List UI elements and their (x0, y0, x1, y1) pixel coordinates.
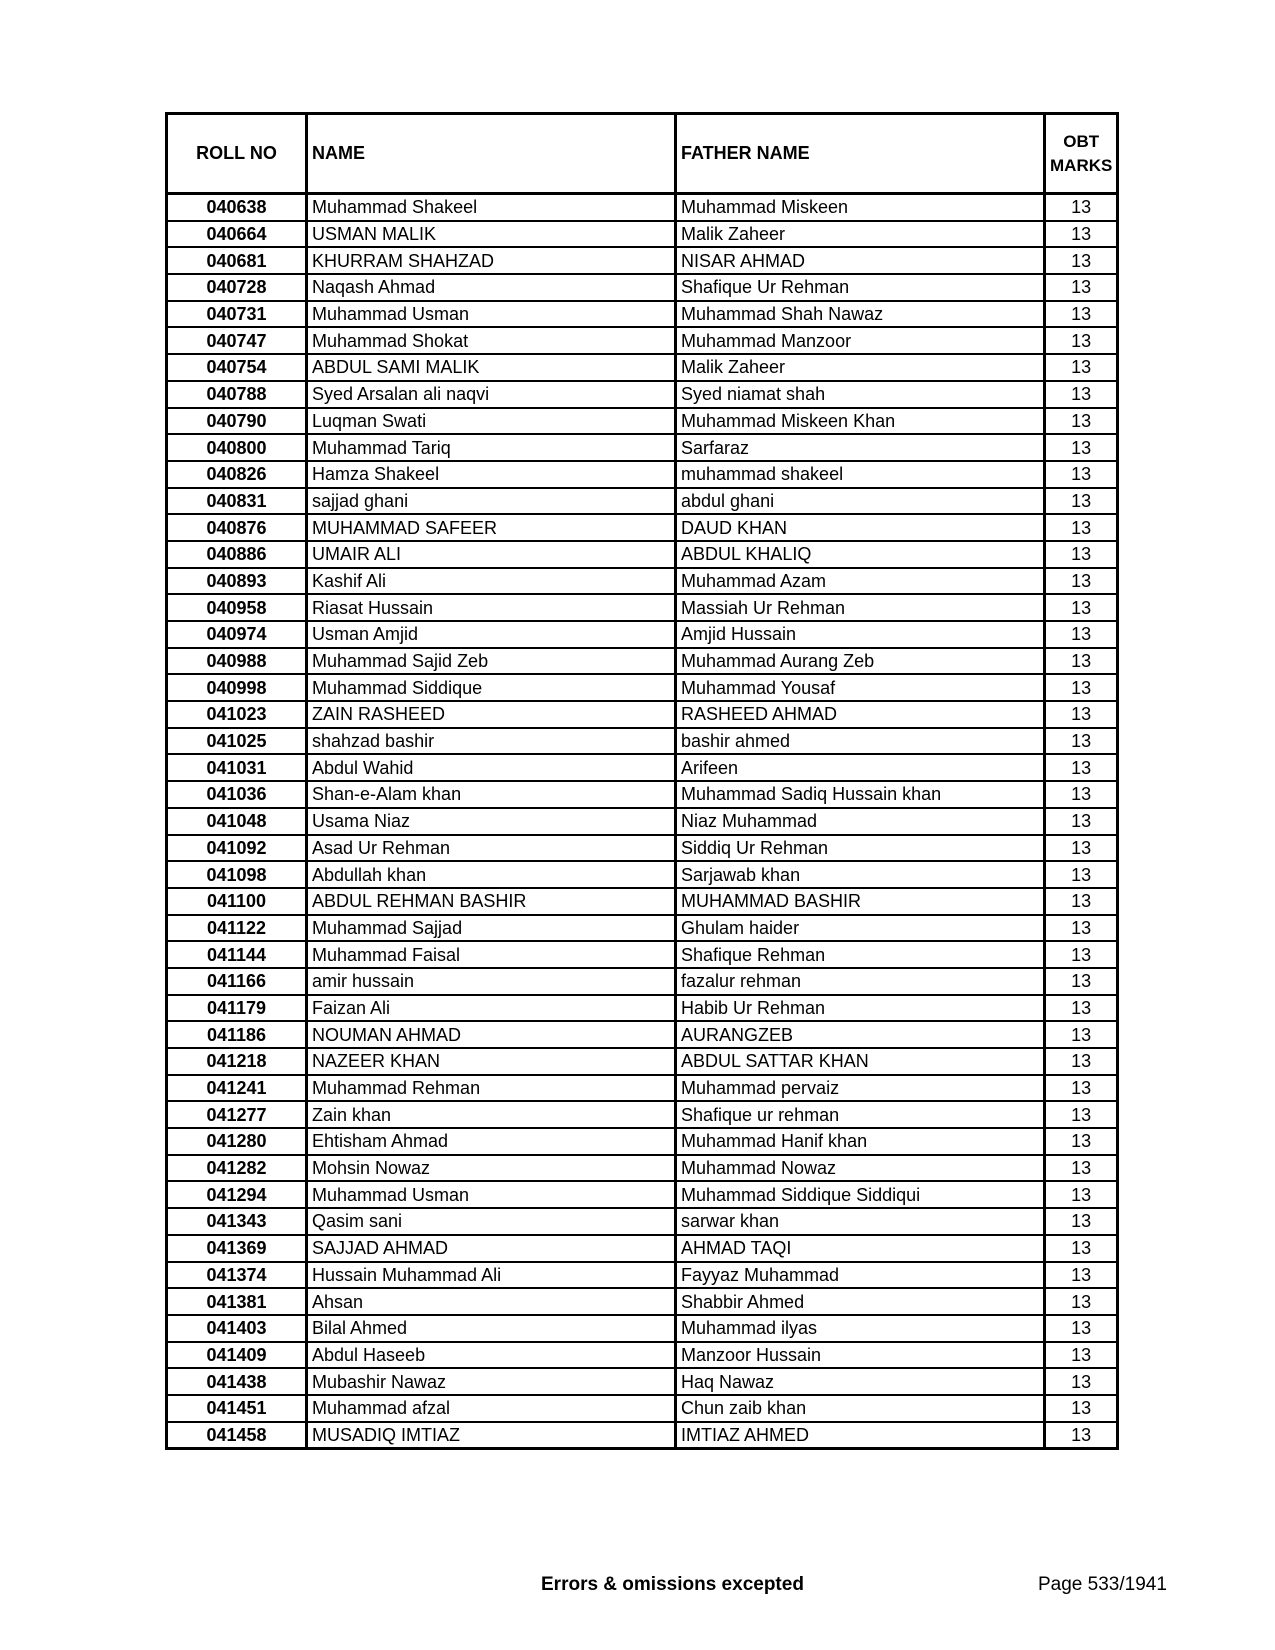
roll-no-cell: 040831 (167, 488, 307, 515)
father-name-cell: NISAR AHMAD (676, 247, 1045, 274)
table-row (167, 781, 1118, 808)
father-name-cell: sarwar khan (676, 1208, 1045, 1235)
roll-no-cell: 041438 (167, 1368, 307, 1395)
roll-no-cell: 040638 (167, 194, 307, 221)
name-cell: Muhammad Shokat (307, 327, 676, 354)
table-row (167, 1395, 1118, 1422)
page-number: Page 533/1941 (1038, 1574, 1167, 1595)
table-row (167, 701, 1118, 728)
table-row (167, 381, 1118, 408)
table-row (167, 1075, 1118, 1102)
roll-no-cell: 040747 (167, 327, 307, 354)
name-cell: Mubashir Nawaz (307, 1368, 676, 1395)
roll-no-cell: 041166 (167, 968, 307, 995)
table-row (167, 247, 1118, 274)
name-cell: KHURRAM SHAHZAD (307, 247, 676, 274)
table-row (167, 754, 1118, 781)
table-row (167, 1342, 1118, 1369)
father-name-cell: Fayyaz Muhammad (676, 1262, 1045, 1289)
father-name-cell: Arifeen (676, 754, 1045, 781)
table-row (167, 915, 1118, 942)
table-row (167, 1288, 1118, 1315)
obt-marks-cell: 13 (1045, 888, 1118, 915)
roll-no-cell: 041025 (167, 728, 307, 755)
obt-marks-cell: 13 (1045, 1315, 1118, 1342)
name-cell: NOUMAN AHMAD (307, 1021, 676, 1048)
roll-no-cell: 041122 (167, 915, 307, 942)
obt-marks-cell: 13 (1045, 1155, 1118, 1182)
name-cell: Usman Amjid (307, 621, 676, 648)
table-header (167, 114, 1118, 194)
obt-marks-cell: 13 (1045, 514, 1118, 541)
obt-marks-cell: 13 (1045, 381, 1118, 408)
table-row (167, 354, 1118, 381)
roll-no-cell: 040826 (167, 461, 307, 488)
father-name-cell: ABDUL KHALIQ (676, 541, 1045, 568)
father-name-cell: Amjid Hussain (676, 621, 1045, 648)
obt-marks-cell: 13 (1045, 1048, 1118, 1075)
father-name-cell: muhammad shakeel (676, 461, 1045, 488)
name-cell: Muhammad Usman (307, 301, 676, 328)
father-name-cell: Syed niamat shah (676, 381, 1045, 408)
name-cell: Mohsin Nowaz (307, 1155, 676, 1182)
name-cell: MUSADIQ IMTIAZ (307, 1422, 676, 1449)
father-name-cell: Shabbir Ahmed (676, 1288, 1045, 1315)
roll-no-cell: 041381 (167, 1288, 307, 1315)
name-cell: Usama Niaz (307, 808, 676, 835)
name-cell: Ahsan (307, 1288, 676, 1315)
roll-no-cell: 040974 (167, 621, 307, 648)
obt-marks-cell: 13 (1045, 1422, 1118, 1449)
table-row (167, 594, 1118, 621)
table-row (167, 1181, 1118, 1208)
father-name-cell: Niaz Muhammad (676, 808, 1045, 835)
table-row (167, 888, 1118, 915)
father-name-cell: Muhammad Nowaz (676, 1155, 1045, 1182)
roll-no-cell: 040998 (167, 674, 307, 701)
father-name-cell: Massiah Ur Rehman (676, 594, 1045, 621)
roll-no-cell: 040886 (167, 541, 307, 568)
table-row (167, 728, 1118, 755)
obt-marks-cell: 13 (1045, 701, 1118, 728)
table-row (167, 301, 1118, 328)
obt-marks-cell: 13 (1045, 728, 1118, 755)
obt-marks-cell: 13 (1045, 621, 1118, 648)
roll-no-cell: 041458 (167, 1422, 307, 1449)
father-name-cell: IMTIAZ AHMED (676, 1422, 1045, 1449)
obt-marks-cell: 13 (1045, 327, 1118, 354)
name-cell: Hussain Muhammad Ali (307, 1262, 676, 1289)
father-name-cell: Muhammad Hanif khan (676, 1128, 1045, 1155)
roll-no-cell: 041186 (167, 1021, 307, 1048)
father-name-cell: Muhammad Miskeen Khan (676, 408, 1045, 435)
father-name-cell: Sarfaraz (676, 434, 1045, 461)
header-obt-marks-line2: MARKS (1050, 155, 1113, 175)
roll-no-cell: 041451 (167, 1395, 307, 1422)
name-cell: Ehtisham Ahmad (307, 1128, 676, 1155)
father-name-cell: Habib Ur Rehman (676, 995, 1045, 1022)
results-table (165, 112, 1119, 1450)
obt-marks-cell: 13 (1045, 674, 1118, 701)
obt-marks-cell: 13 (1045, 274, 1118, 301)
table-row (167, 1262, 1118, 1289)
name-cell: Riasat Hussain (307, 594, 676, 621)
obt-marks-cell: 13 (1045, 354, 1118, 381)
father-name-cell: abdul ghani (676, 488, 1045, 515)
name-cell: USMAN MALIK (307, 221, 676, 248)
father-name-cell: Sarjawab khan (676, 861, 1045, 888)
table-row (167, 1422, 1118, 1449)
obt-marks-cell: 13 (1045, 781, 1118, 808)
obt-marks-cell: 13 (1045, 754, 1118, 781)
obt-marks-cell: 13 (1045, 648, 1118, 675)
footer-disclaimer: Errors & omissions excepted (541, 1574, 804, 1595)
table-row (167, 221, 1118, 248)
obt-marks-cell: 13 (1045, 1342, 1118, 1369)
name-cell: Asad Ur Rehman (307, 835, 676, 862)
name-cell: Faizan Ali (307, 995, 676, 1022)
roll-no-cell: 041023 (167, 701, 307, 728)
table-row (167, 541, 1118, 568)
name-cell: sajjad ghani (307, 488, 676, 515)
table-row (167, 1208, 1118, 1235)
table-body (167, 194, 1118, 1449)
father-name-cell: MUHAMMAD BASHIR (676, 888, 1045, 915)
obt-marks-cell: 13 (1045, 488, 1118, 515)
obt-marks-cell: 13 (1045, 1208, 1118, 1235)
roll-no-cell: 041374 (167, 1262, 307, 1289)
roll-no-cell: 041100 (167, 888, 307, 915)
father-name-cell: DAUD KHAN (676, 514, 1045, 541)
obt-marks-cell: 13 (1045, 541, 1118, 568)
roll-no-cell: 041409 (167, 1342, 307, 1369)
roll-no-cell: 041241 (167, 1075, 307, 1102)
roll-no-cell: 040876 (167, 514, 307, 541)
roll-no-cell: 041218 (167, 1048, 307, 1075)
table-row (167, 808, 1118, 835)
father-name-cell: Muhammad Miskeen (676, 194, 1045, 221)
obt-marks-cell: 13 (1045, 1262, 1118, 1289)
obt-marks-cell: 13 (1045, 1235, 1118, 1262)
obt-marks-cell: 13 (1045, 1181, 1118, 1208)
obt-marks-cell: 13 (1045, 1128, 1118, 1155)
table-row (167, 514, 1118, 541)
roll-no-cell: 041277 (167, 1101, 307, 1128)
father-name-cell: Muhammad Siddique Siddiqui (676, 1181, 1045, 1208)
table-row (167, 1128, 1118, 1155)
obt-marks-cell: 13 (1045, 1101, 1118, 1128)
roll-no-cell: 040664 (167, 221, 307, 248)
obt-marks-cell: 13 (1045, 941, 1118, 968)
roll-no-cell: 041144 (167, 941, 307, 968)
obt-marks-cell: 13 (1045, 1075, 1118, 1102)
roll-no-cell: 041343 (167, 1208, 307, 1235)
name-cell: Abdul Wahid (307, 754, 676, 781)
obt-marks-cell: 13 (1045, 915, 1118, 942)
name-cell: shahzad bashir (307, 728, 676, 755)
header-obt-marks-line1: OBT (1063, 131, 1100, 151)
name-cell: Bilal Ahmed (307, 1315, 676, 1342)
name-cell: Abdul Haseeb (307, 1342, 676, 1369)
header-roll-no: ROLL NO (167, 114, 307, 194)
roll-no-cell: 040681 (167, 247, 307, 274)
father-name-cell: Muhammad Azam (676, 568, 1045, 595)
table-row (167, 835, 1118, 862)
obt-marks-cell: 13 (1045, 301, 1118, 328)
obt-marks-cell: 13 (1045, 594, 1118, 621)
table-row (167, 1315, 1118, 1342)
obt-marks-cell: 13 (1045, 568, 1118, 595)
roll-no-cell: 040731 (167, 301, 307, 328)
table-row (167, 434, 1118, 461)
father-name-cell: Ghulam haider (676, 915, 1045, 942)
name-cell: Muhammad Faisal (307, 941, 676, 968)
name-cell: ABDUL REHMAN BASHIR (307, 888, 676, 915)
name-cell: ZAIN RASHEED (307, 701, 676, 728)
father-name-cell: AHMAD TAQI (676, 1235, 1045, 1262)
roll-no-cell: 040958 (167, 594, 307, 621)
obt-marks-cell: 13 (1045, 194, 1118, 221)
roll-no-cell: 040754 (167, 354, 307, 381)
obt-marks-cell: 13 (1045, 861, 1118, 888)
name-cell: SAJJAD AHMAD (307, 1235, 676, 1262)
name-cell: UMAIR ALI (307, 541, 676, 568)
father-name-cell: Siddiq Ur Rehman (676, 835, 1045, 862)
table-row (167, 968, 1118, 995)
name-cell: Naqash Ahmad (307, 274, 676, 301)
father-name-cell: ABDUL SATTAR KHAN (676, 1048, 1045, 1075)
name-cell: Syed Arsalan ali naqvi (307, 381, 676, 408)
father-name-cell: RASHEED AHMAD (676, 701, 1045, 728)
name-cell: Muhammad Sajid Zeb (307, 648, 676, 675)
roll-no-cell: 041294 (167, 1181, 307, 1208)
table-row (167, 1155, 1118, 1182)
header-name: NAME (307, 114, 676, 194)
roll-no-cell: 041282 (167, 1155, 307, 1182)
header-row (167, 114, 1118, 194)
roll-no-cell: 040790 (167, 408, 307, 435)
table-row (167, 274, 1118, 301)
roll-no-cell: 041280 (167, 1128, 307, 1155)
father-name-cell: AURANGZEB (676, 1021, 1045, 1048)
table-row (167, 648, 1118, 675)
roll-no-cell: 041369 (167, 1235, 307, 1262)
table-row (167, 1101, 1118, 1128)
father-name-cell: Muhammad Shah Nawaz (676, 301, 1045, 328)
name-cell: Hamza Shakeel (307, 461, 676, 488)
table-row (167, 1021, 1118, 1048)
table-row (167, 327, 1118, 354)
father-name-cell: fazalur rehman (676, 968, 1045, 995)
name-cell: ABDUL SAMI MALIK (307, 354, 676, 381)
father-name-cell: Manzoor Hussain (676, 1342, 1045, 1369)
roll-no-cell: 041092 (167, 835, 307, 862)
obt-marks-cell: 13 (1045, 1368, 1118, 1395)
father-name-cell: Muhammad Sadiq Hussain khan (676, 781, 1045, 808)
table-row (167, 461, 1118, 488)
obt-marks-cell: 13 (1045, 1288, 1118, 1315)
header-father-name: FATHER NAME (676, 114, 1045, 194)
name-cell: NAZEER KHAN (307, 1048, 676, 1075)
obt-marks-cell: 13 (1045, 461, 1118, 488)
roll-no-cell: 041403 (167, 1315, 307, 1342)
roll-no-cell: 040800 (167, 434, 307, 461)
table-row (167, 621, 1118, 648)
roll-no-cell: 041031 (167, 754, 307, 781)
name-cell: Muhammad Tariq (307, 434, 676, 461)
obt-marks-cell: 13 (1045, 408, 1118, 435)
father-name-cell: Muhammad Yousaf (676, 674, 1045, 701)
father-name-cell: Chun zaib khan (676, 1395, 1045, 1422)
name-cell: Muhammad Shakeel (307, 194, 676, 221)
table-row (167, 941, 1118, 968)
roll-no-cell: 040893 (167, 568, 307, 595)
roll-no-cell: 041179 (167, 995, 307, 1022)
name-cell: MUHAMMAD SAFEER (307, 514, 676, 541)
obt-marks-cell: 13 (1045, 968, 1118, 995)
table-row (167, 194, 1118, 221)
obt-marks-cell: 13 (1045, 995, 1118, 1022)
obt-marks-cell: 13 (1045, 247, 1118, 274)
roll-no-cell: 041098 (167, 861, 307, 888)
name-cell: Zain khan (307, 1101, 676, 1128)
table-row (167, 408, 1118, 435)
name-cell: Shan-e-Alam khan (307, 781, 676, 808)
name-cell: Kashif Ali (307, 568, 676, 595)
roll-no-cell: 041048 (167, 808, 307, 835)
father-name-cell: Shafique Ur Rehman (676, 274, 1045, 301)
name-cell: Muhammad Sajjad (307, 915, 676, 942)
roll-no-cell: 040988 (167, 648, 307, 675)
father-name-cell: Malik Zaheer (676, 221, 1045, 248)
father-name-cell: Muhammad Manzoor (676, 327, 1045, 354)
name-cell: Qasim sani (307, 1208, 676, 1235)
name-cell: Luqman Swati (307, 408, 676, 435)
table-row (167, 674, 1118, 701)
roll-no-cell: 041036 (167, 781, 307, 808)
name-cell: amir hussain (307, 968, 676, 995)
father-name-cell: Muhammad pervaiz (676, 1075, 1045, 1102)
obt-marks-cell: 13 (1045, 1395, 1118, 1422)
table-row (167, 1048, 1118, 1075)
table-row (167, 861, 1118, 888)
table-row (167, 995, 1118, 1022)
obt-marks-cell: 13 (1045, 434, 1118, 461)
table-row (167, 1368, 1118, 1395)
obt-marks-cell: 13 (1045, 835, 1118, 862)
name-cell: Abdullah khan (307, 861, 676, 888)
obt-marks-cell: 13 (1045, 1021, 1118, 1048)
table-row (167, 1235, 1118, 1262)
name-cell: Muhammad Siddique (307, 674, 676, 701)
father-name-cell: Muhammad Aurang Zeb (676, 648, 1045, 675)
father-name-cell: Shafique Rehman (676, 941, 1045, 968)
obt-marks-cell: 13 (1045, 221, 1118, 248)
obt-marks-cell: 13 (1045, 808, 1118, 835)
father-name-cell: Muhammad ilyas (676, 1315, 1045, 1342)
name-cell: Muhammad afzal (307, 1395, 676, 1422)
father-name-cell: bashir ahmed (676, 728, 1045, 755)
father-name-cell: Malik Zaheer (676, 354, 1045, 381)
father-name-cell: Shafique ur rehman (676, 1101, 1045, 1128)
name-cell: Muhammad Rehman (307, 1075, 676, 1102)
table-row (167, 568, 1118, 595)
table-row (167, 488, 1118, 515)
father-name-cell: Haq Nawaz (676, 1368, 1045, 1395)
roll-no-cell: 040728 (167, 274, 307, 301)
roll-no-cell: 040788 (167, 381, 307, 408)
header-obt-marks (1045, 114, 1118, 194)
name-cell: Muhammad Usman (307, 1181, 676, 1208)
